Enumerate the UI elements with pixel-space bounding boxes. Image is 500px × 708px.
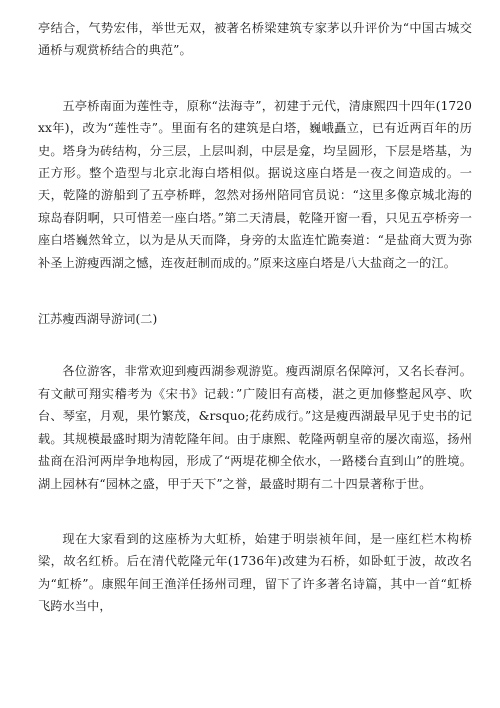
paragraph-wuting-bridge-evaluation: 亭结合，气势宏伟，举世无双，被著名桥梁建筑专家茅以升评价为“中国古城交通桥与观赏桥结合的典范”。: [38, 21, 472, 58]
paragraph-slender-west-lake-intro: 各位游客，非常欢迎到瘦西湖参观游览。瘦西湖原名保障河，又名长春河。有文献可翔实稽考为《宋书》记载：”广陵旧有高楼，湛之更加修整起风亭、吹台、琴室，月观，果竹繁茂，&rsquo;花药成行。”这是瘦西湖最早见于史书的记载。其规模最盛时期为清乾隆年间。由于康熙、乾隆两朝皇帝的屡次南巡，扬州盐商在沿河两岸争地构园，形成了“两堤花柳全依水，一路楼台直到山”的胜境。湖上园林有“园林之盛，甲于天下”之誉，最盛时期有二十四景著称于世。: [38, 364, 472, 491]
section-heading: 江苏瘦西湖导游词(二): [38, 312, 158, 327]
paragraph-rainbow-bridge: 现在大家看到的这座桥为大虹桥，始建于明崇祯年间，是一座红栏木构桥梁，故名红桥。后在清代乾隆元年(1736年)改建为石桥，如卧虹于波，故改名为“虹桥”。康熙年间王渔洋任扬州司理，留下了许多著名诗篇，其中一首“虹桥飞跨水当中，: [38, 531, 472, 614]
paragraph-lianxing-temple-white-pagoda: 五亭桥南面为莲性寺，原称“法海寺”，初建于元代，清康熙四十四年(1720xx年)，改为“莲性寺”。里面有名的建筑是白塔，巍峨矗立，已有近两百年的历史。塔身为砖结构，分三层，上层叫刹，中层是龛，均呈圆形，下层是塔基，为正方形。整个造型与北京北海白塔相似。据说这座白塔是一夜之间造成的。一天，乾隆的游船到了五亭桥畔，忽然对扬州陪同官员说：“这里多像京城北海的琼岛春阴啊，只可惜差一座白塔。”第二天清晨，乾隆开窗一看，只见五亭桥旁一座白塔巍然耸立，以为是从天而降，身旁的太监连忙跪奏道：“是盐商大贾为弥补圣上游瘦西湖之憾，连夜赶制而成的。”原来这座白塔是八大盐商之一的江。: [38, 98, 472, 270]
